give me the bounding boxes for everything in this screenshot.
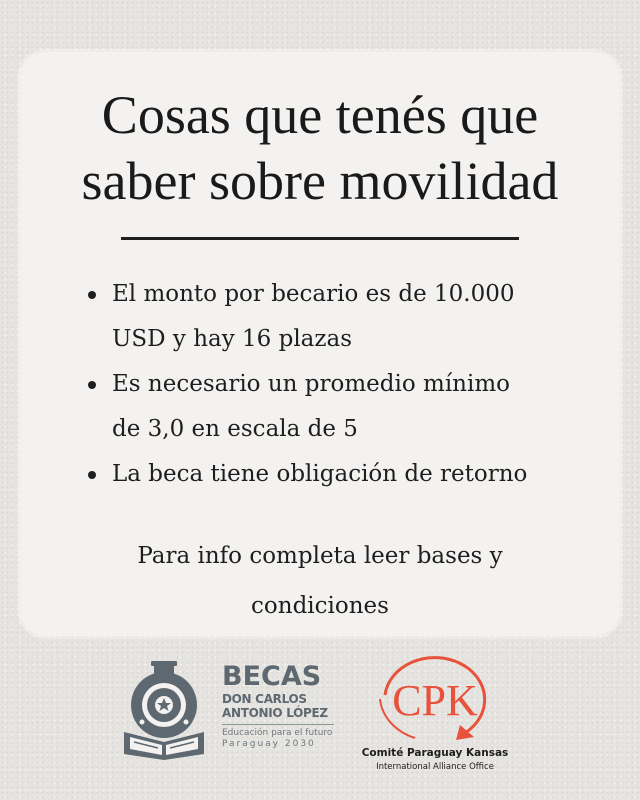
becas-divider [222, 724, 334, 725]
train-book-emblem-icon [120, 660, 210, 760]
footer-note-line-2: condiciones [251, 593, 389, 619]
bullet-icon [88, 291, 96, 299]
becas-tagline-2: Paraguay 2030 [222, 739, 316, 749]
circular-arrow-icon [360, 645, 510, 745]
becas-name-line-1: DON CARLOS [222, 692, 307, 706]
fact-text-line: La beca tiene obligación de retorno [112, 461, 528, 487]
facts-list [88, 272, 578, 497]
title-line-2: saber sobre movilidad [81, 151, 559, 211]
fact-item-average [88, 362, 578, 452]
fact-text-line: El monto por becario es de 10.000 [112, 281, 515, 307]
becas-word: BECAS [222, 661, 322, 692]
fact-item-amount [88, 272, 578, 362]
fact-text-line: Es necesario un promedio mínimo [112, 371, 510, 397]
title-divider [121, 237, 519, 240]
fact-text-line: de 3,0 en escala de 5 [112, 416, 358, 442]
page-title [20, 82, 620, 214]
bullet-icon [88, 381, 96, 389]
cpk-logo [360, 645, 510, 780]
cpk-subtitle: International Alliance Office [376, 762, 494, 772]
cpk-initials: CPK [392, 676, 478, 725]
bullet-icon [88, 471, 96, 479]
title-line-1: Cosas que tenés que [101, 85, 539, 145]
footer-note [20, 531, 620, 631]
becas-logo [120, 660, 340, 770]
becas-tagline: Educación para el futuro [222, 728, 333, 738]
fact-item-return [88, 452, 578, 497]
cpk-name: Comité Paraguay Kansas [361, 747, 509, 759]
becas-wordmark [222, 662, 342, 750]
becas-name-line-2: ANTONIO LÓPEZ [222, 706, 328, 720]
footer-note-line-1: Para info completa leer bases y [137, 543, 503, 569]
fact-text-line: USD y hay 16 plazas [112, 326, 353, 352]
